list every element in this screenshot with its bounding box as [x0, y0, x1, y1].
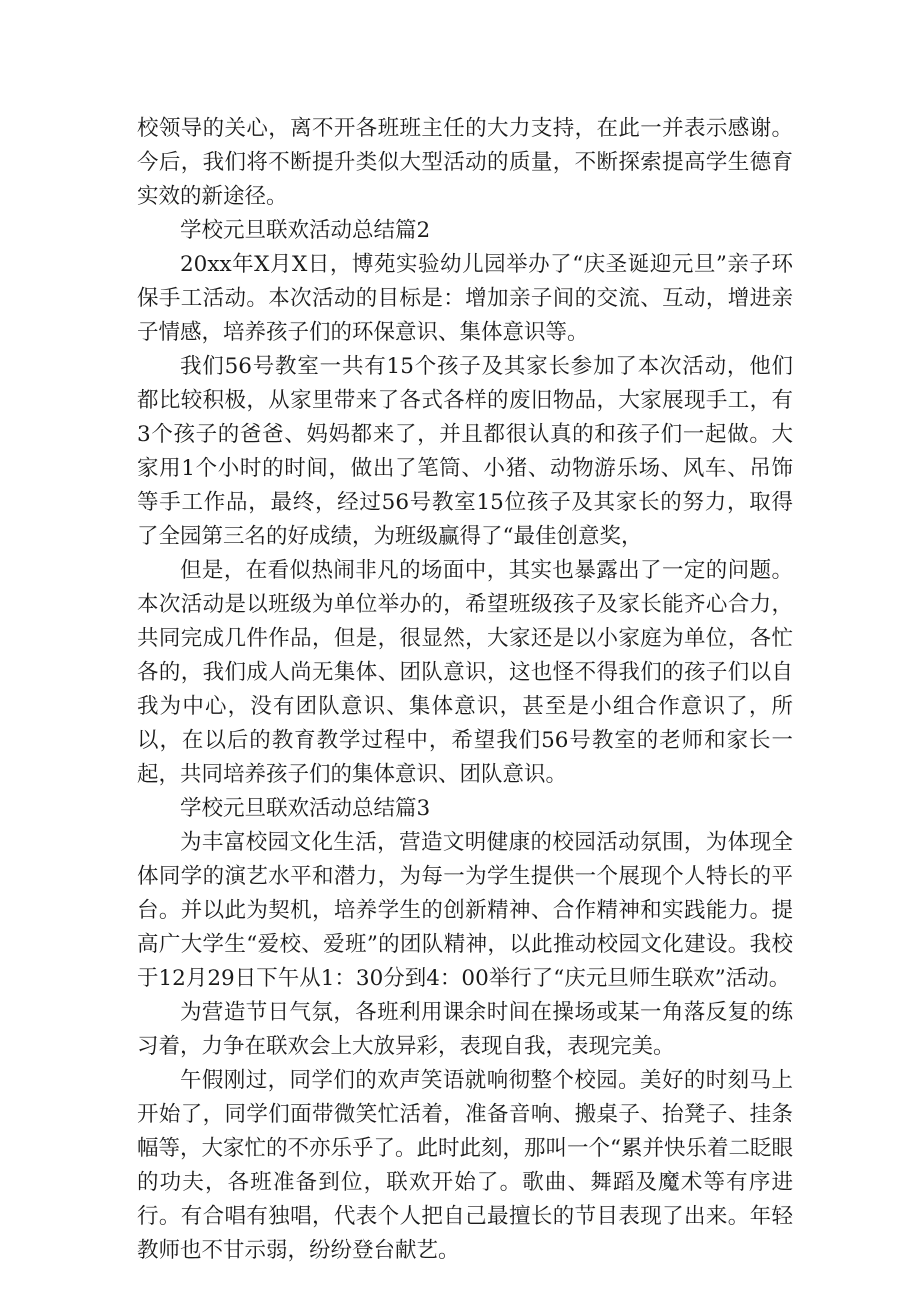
paragraph: 为丰富校园文化生活，营造文明健康的校园活动氛围，为体现全体同学的演艺水平和潜力，为每一为学生提供一个展现个人特长的平台。并以此为契机，培养学生的创新精神、合作精神和实践能力。提高广大学生“爱校、爱班”的团队精神，以此推动校园文化建设。我校于12月29日下午从1：30分到4：00举行了“庆元旦师生联欢”活动。 — [137, 830, 793, 991]
paragraph: 20xx年X月X日，博苑实验幼儿园举办了“庆圣诞迎元旦”亲子环保手工活动。本次活动的目标是：增加亲子间的交流、互动，增进亲子情感，培养孩子们的环保意识、集体意识等。 — [137, 252, 793, 345]
paragraph: 我们56号教室一共有15个孩子及其家长参加了本次活动，他们都比较积极，从家里带来了各式各样的废旧物品，大家展现手工，有3个孩子的爸爸、妈妈都来了，并且都很认真的和孩子们一起做。大家用1个小时的时间，做出了笔筒、小猪、动物游乐场、风车、吊饰等手工作品，最终，经过56号教室15位孩子及其家长的努力，取得了全园第三名的好成绩，为班级赢得了“最佳创意奖， — [137, 354, 793, 549]
document-page — [137, 112, 793, 1268]
paragraph: 校领导的关心，离不开各班班主任的大力支持，在此一并表示感谢。今后，我们将不断提升类似大型活动的质量，不断探索提高学生德育实效的新途径。 — [137, 116, 793, 209]
paragraph: 但是，在看似热闹非凡的场面中，其实也暴露出了一定的问题。本次活动是以班级为单位举办的，希望班级孩子及家长能齐心合力，共同完成几件作品，但是，很显然，大家还是以小家庭为单位，各忙各的，我们成人尚无集体、团队意识，这也怪不得我们的孩子们以自我为中心，没有团队意识、集体意识，甚至是小组合作意识了，所以，在以后的教育教学过程中，希望我们56号教室的老师和家长一起，共同培养孩子们的集体意识、团队意识。 — [137, 558, 793, 787]
section-heading: 学校元旦联欢活动总结篇2 — [180, 218, 431, 243]
paragraph: 午假刚过，同学们的欢声笑语就响彻整个校园。美好的时刻马上开始了，同学们面带微笑忙活着，准备音响、搬桌子、抬凳子、挂条幅等，大家忙的不亦乐乎了。此时此刻，那叫一个“累并快乐着二眨眼的功夫，各班准备到位，联欢开始了。歌曲、舞蹈及魔术等有序进行。有合唱有独唱，代表个人把自己最擅长的节目表现了出来。年轻教师也不甘示弱，纷纷登台献艺。 — [137, 1068, 793, 1263]
section-heading: 学校元旦联欢活动总结篇3 — [180, 796, 431, 821]
paragraph: 为营造节日气氛，各班利用课余时间在操场或某一角落反复的练习着，力争在联欢会上大放异彩，表现自我，表现完美。 — [137, 1000, 793, 1059]
